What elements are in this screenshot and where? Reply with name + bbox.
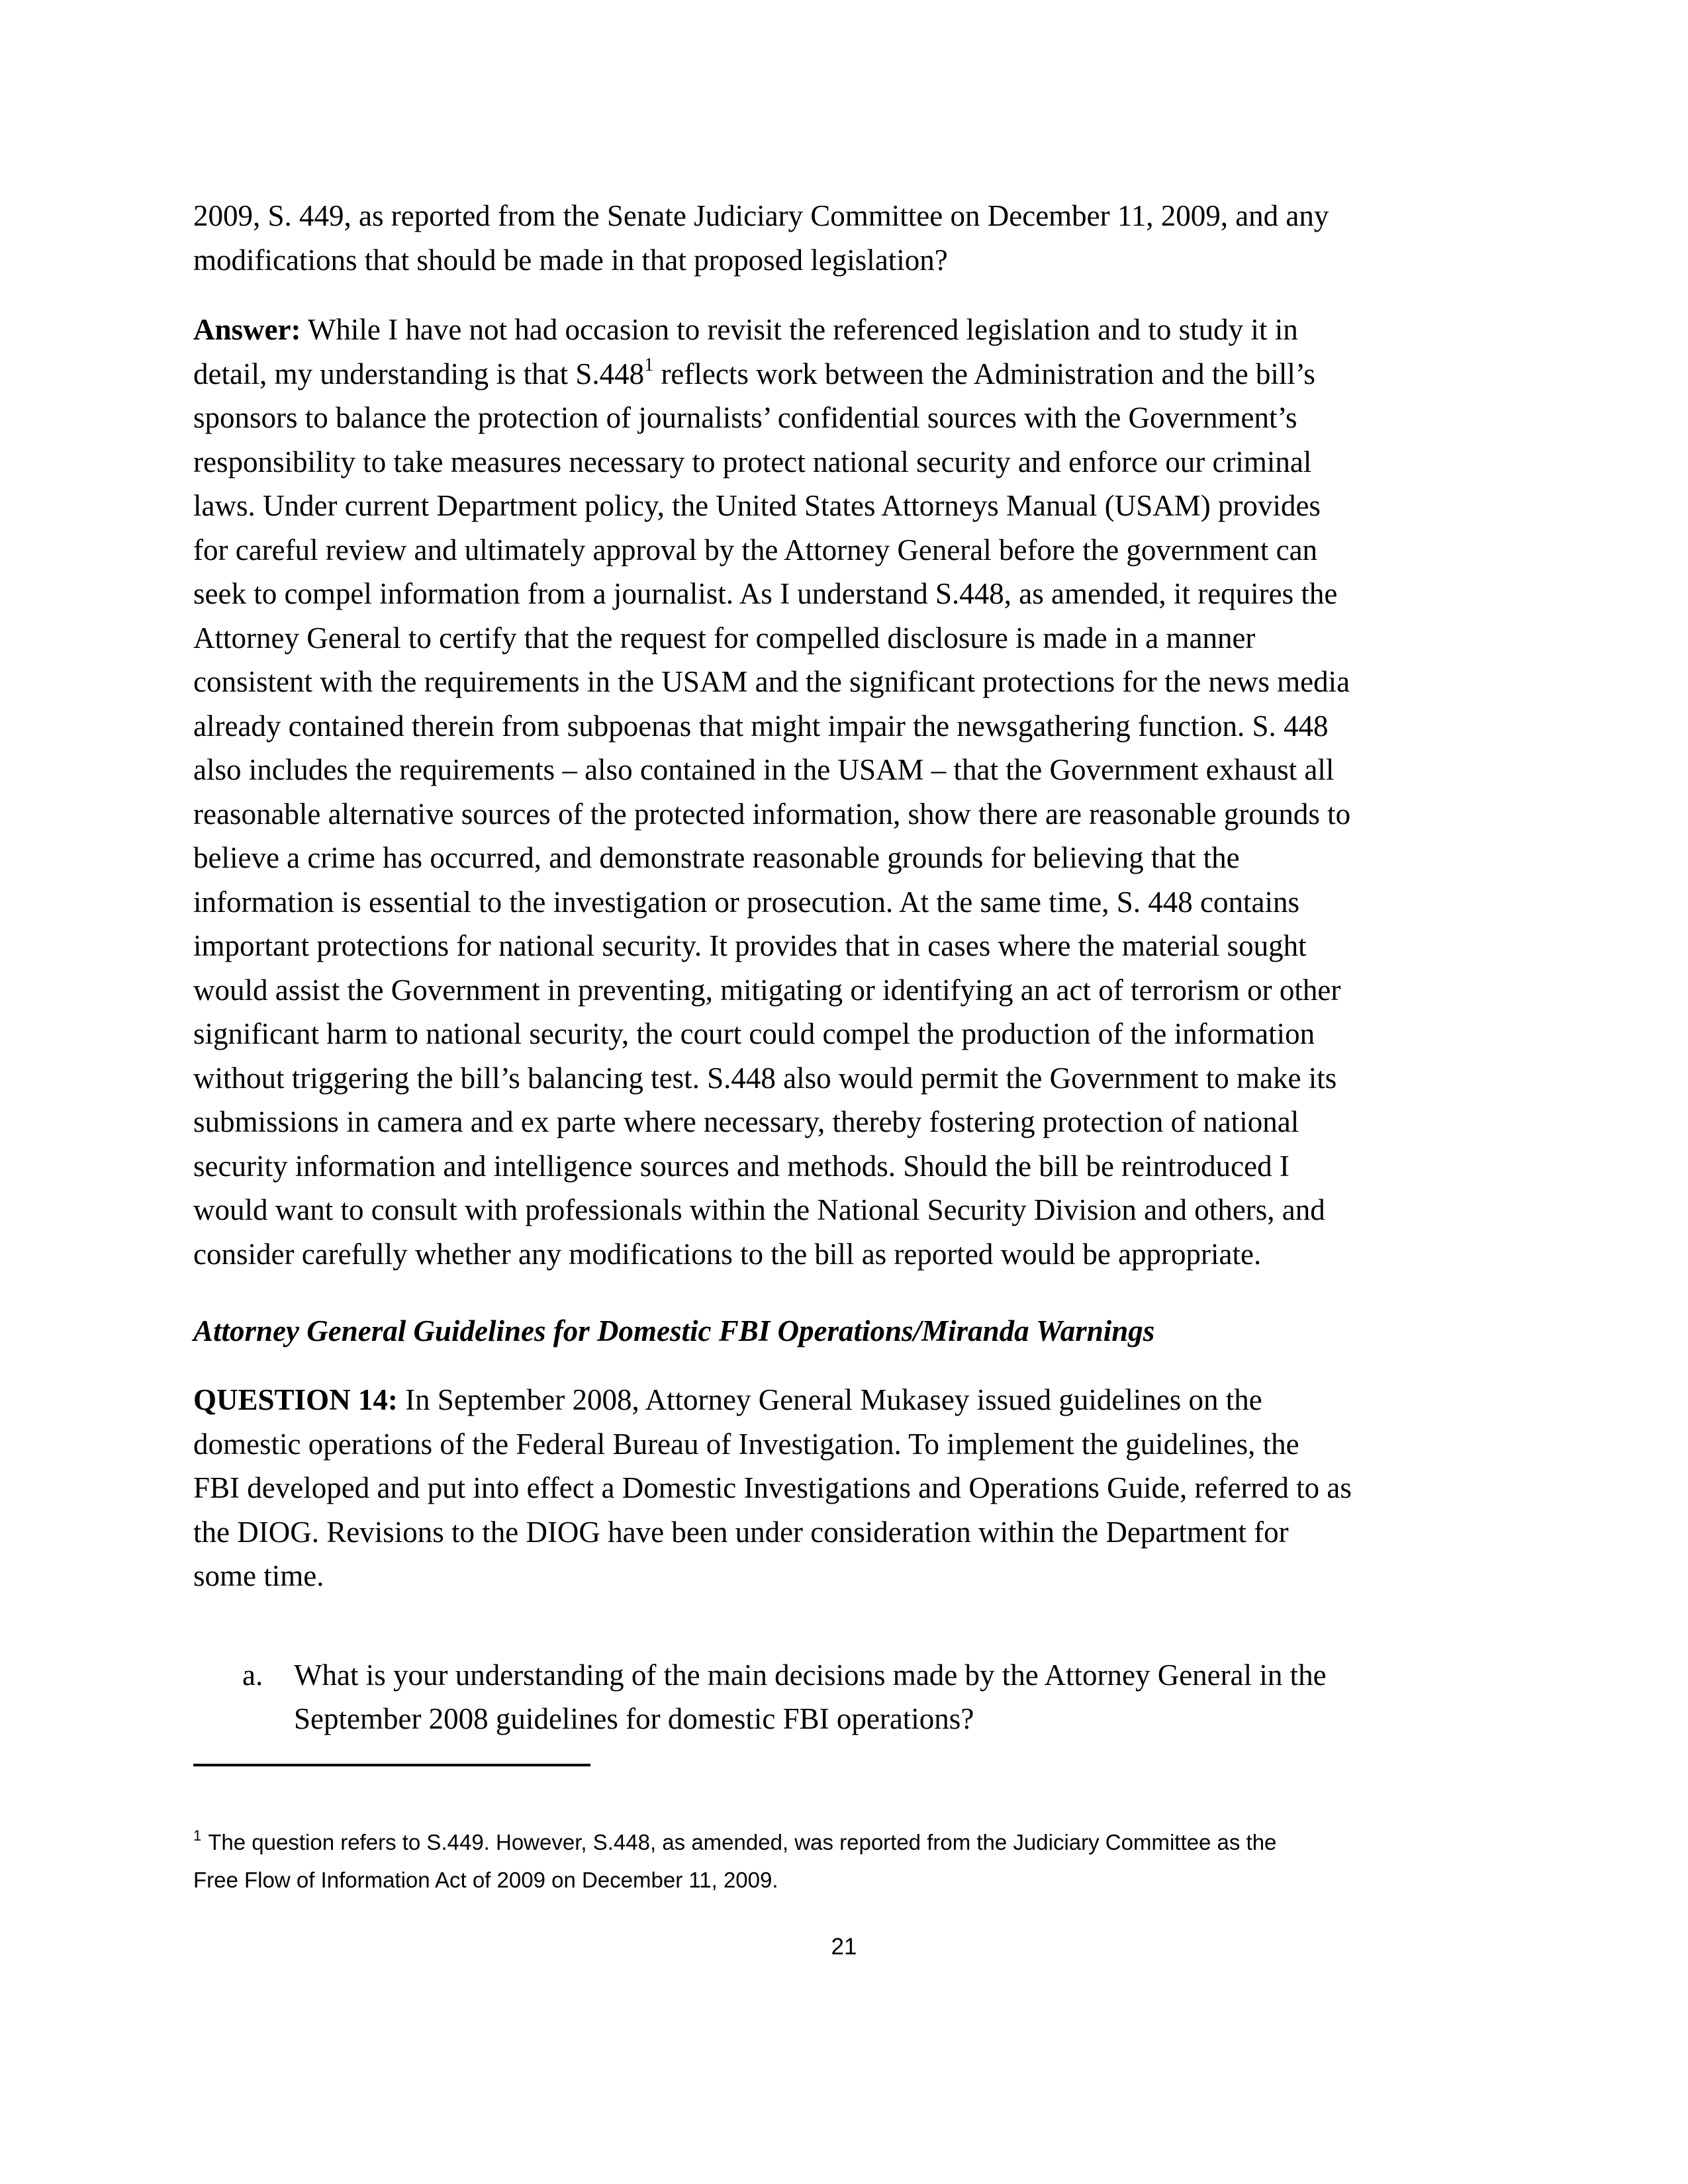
text-line: important protections for national security. It provides that in cases where the material sought	[193, 929, 1307, 962]
text-line: FBI developed and put into effect a Domestic Investigations and Operations Guide, referred to as	[193, 1471, 1352, 1504]
text-line: laws. Under current Department policy, the United States Attorneys Manual (USAM) provides	[193, 489, 1321, 522]
text-line: consistent with the requirements in the USAM and the significant protections for the news media	[193, 665, 1350, 698]
question-label: QUESTION 14:	[193, 1383, 398, 1416]
text-line: would want to consult with professionals within the National Security Division and others, and	[193, 1193, 1325, 1226]
text-line: responsibility to take measures necessary to protect national security and enforce our criminal	[193, 445, 1312, 478]
text-line: information is essential to the investigation or prosecution. At the same time, S. 448 contains	[193, 885, 1299, 919]
text-line: already contained therein from subpoenas that might impair the newsgathering function. S. 448	[193, 709, 1329, 743]
text-line: the DIOG. Revisions to the DIOG have been under consideration within the Department for	[193, 1515, 1289, 1549]
text-line: seek to compel information from a journalist. As I understand S.448, as amended, it requires the	[193, 577, 1338, 610]
question-first-line	[193, 1378, 1511, 1422]
footnote-separator	[193, 1764, 590, 1766]
text-line: September 2008 guidelines for domestic FBI operations?	[294, 1702, 974, 1735]
text-run: The question refers to S.449. However, S.448, as amended, was reported from the Judiciary Committee as the	[208, 1830, 1277, 1854]
answer-second-line	[193, 352, 1511, 396]
footnote-number: 1	[193, 1827, 202, 1844]
text-line: security information and intelligence sources and methods. Should the bill be reintroduced I	[193, 1149, 1289, 1183]
answer-first-line	[193, 308, 1511, 352]
text-line: modifications that should be made in that proposed legislation?	[193, 243, 948, 277]
text-line: significant harm to national security, the court could compel the production of the information	[193, 1017, 1315, 1050]
text-run: reflects work between the Administration and the bill’s	[653, 357, 1315, 390]
answer-label: Answer:	[193, 313, 301, 346]
answer-paragraph	[193, 308, 1511, 1276]
page-number: 21	[831, 1934, 857, 1960]
text-run: detail, my understanding is that S.448	[193, 357, 645, 390]
footnote-reference[interactable]: 1	[644, 354, 654, 375]
text-line: believe a crime has occurred, and demonstrate reasonable grounds for believing that the	[193, 841, 1240, 874]
question-continuation	[193, 194, 1511, 282]
question-14-paragraph	[193, 1378, 1511, 1598]
question-subitem-a	[242, 1653, 1500, 1746]
text-line: also includes the requirements – also contained in the USAM – that the Government exhaust all	[193, 753, 1335, 786]
text-line: sponsors to balance the protection of journalists’ confidential sources with the Government’s	[193, 401, 1297, 434]
section-heading: Attorney General Guidelines for Domestic FBI Operations/Miranda Warnings	[193, 1314, 1155, 1347]
text-line: would assist the Government in preventing, mitigating or identifying an act of terrorism or other	[193, 973, 1341, 1007]
text-line: some time.	[193, 1559, 324, 1592]
text-line: What is your understanding of the main decisions made by the Attorney General in the	[294, 1659, 1327, 1692]
footnote-line	[193, 1823, 1276, 1861]
text-run: In September 2008, Attorney General Mukasey issued guidelines on the	[397, 1383, 1262, 1416]
text-line: 2009, S. 449, as reported from the Senate Judiciary Committee on December 11, 2009, and any	[193, 199, 1329, 232]
list-marker: a.	[242, 1659, 263, 1692]
footnote	[193, 1823, 1276, 1899]
text-line: Attorney General to certify that the request for compelled disclosure is made in a manner	[193, 621, 1256, 655]
text-line: without triggering the bill’s balancing test. S.448 also would permit the Government to make its	[193, 1061, 1337, 1095]
text-line: reasonable alternative sources of the protected information, show there are reasonable grounds to	[193, 797, 1351, 831]
text-line: for careful review and ultimately approval by the Attorney General before the government can	[193, 533, 1318, 567]
text-line: submissions in camera and ex parte where necessary, thereby fostering protection of national	[193, 1105, 1299, 1138]
text-line: consider carefully whether any modifications to the bill as reported would be appropriate.	[193, 1237, 1262, 1271]
text-run: While I have not had occasion to revisit the referenced legislation and to study it in	[301, 313, 1298, 346]
footnote-line: Free Flow of Information Act of 2009 on December 11, 2009.	[193, 1868, 778, 1892]
text-line: domestic operations of the Federal Bureau of Investigation. To implement the guidelines, the	[193, 1427, 1299, 1461]
